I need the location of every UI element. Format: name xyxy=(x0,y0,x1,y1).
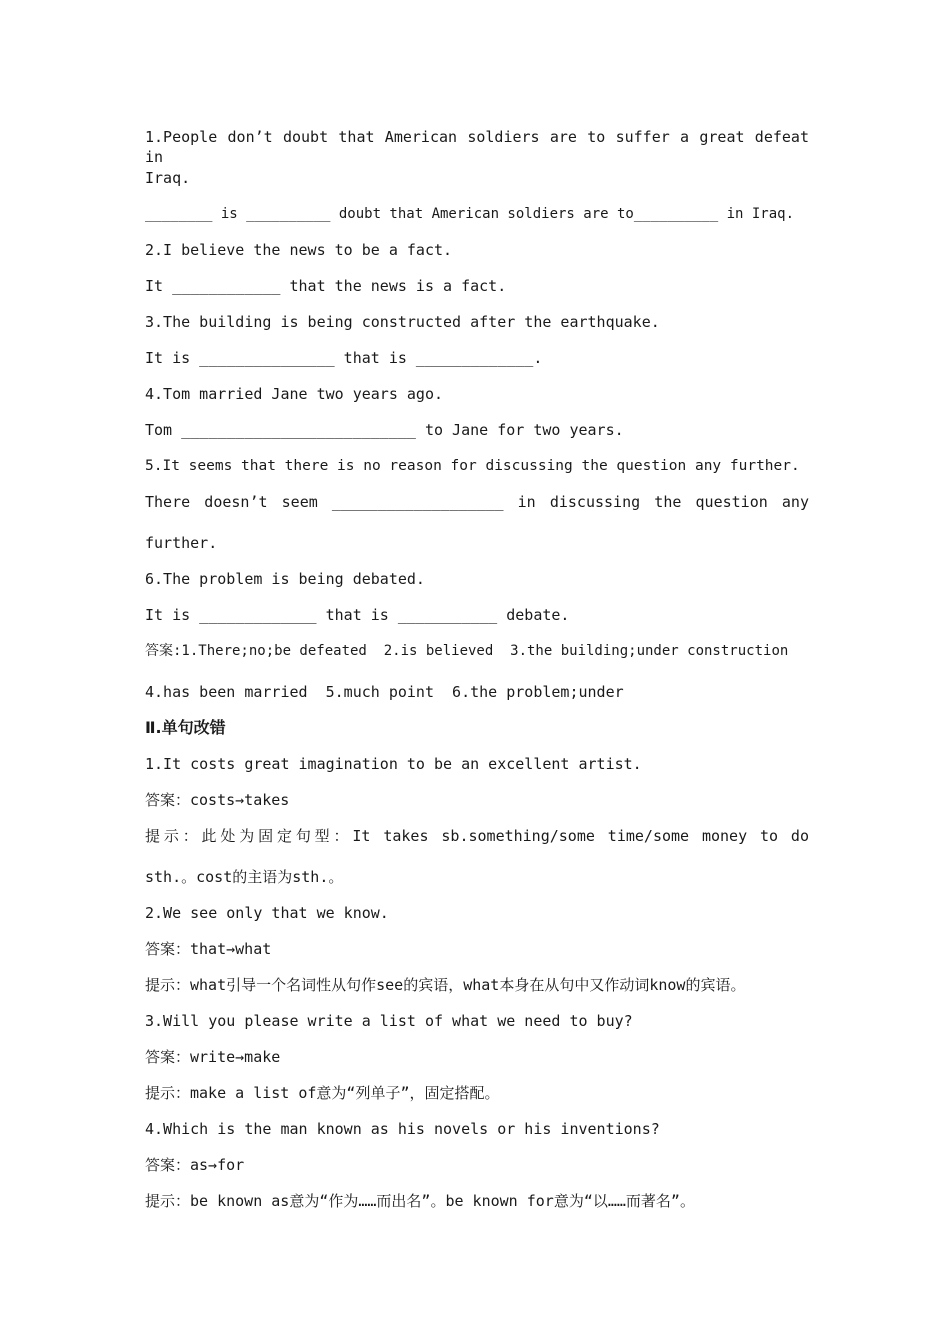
exercise-6-sentence: 6.The problem is being debated. xyxy=(145,570,425,588)
exercise-3-rewrite: It is _______________ that is _____________. xyxy=(145,349,543,367)
error-3-answer: 答案：write→make xyxy=(145,1048,281,1066)
error-2-sentence: 2.We see only that we know. xyxy=(145,904,389,922)
error-4-answer: 答案：as→for xyxy=(145,1156,245,1174)
exercise-2-rewrite: It ____________ that the news is a fact. xyxy=(145,277,507,295)
error-2-hint: 提示：what引导一个名词性从句作see的宾语，what本身在从句中又作动词know的宾语。 xyxy=(145,976,746,994)
error-1-hint-cont: sth.。cost的主语为sth.。 xyxy=(145,868,344,886)
error-1-answer: 答案：costs→takes xyxy=(145,791,290,809)
exercise-1-rewrite: ________ is __________ doubt that American soldiers are to__________ in Iraq. xyxy=(145,206,795,222)
exercise-5-rewrite: There doesn’t seem ___________________ in discussing the question any xyxy=(145,493,809,511)
error-4-hint: 提示：be known as意为“作为……而出名”。be known for意为“以……而著名”。 xyxy=(145,1192,695,1210)
exercise-5-rewrite-cont: further. xyxy=(145,534,218,552)
answers-line-1: 答案:1.There;no;be defeated 2.is believed 3.the building;under construction xyxy=(145,643,789,659)
section-heading: Ⅱ.单句改错 xyxy=(145,718,226,737)
error-4-sentence: 4.Which is the man known as his novels or his inventions? xyxy=(145,1120,660,1138)
exercise-3-sentence: 3.The building is being constructed after the earthquake. xyxy=(145,313,660,331)
error-1-hint: 提示：此处为固定句型：It takes sb.something/some time/some money to do xyxy=(145,827,809,845)
answers-line-2: 4.has been married 5.much point 6.the problem;under xyxy=(145,683,624,701)
exercise-4-rewrite: Tom __________________________ to Jane for two years. xyxy=(145,421,624,439)
exercise-2-sentence: 2.I believe the news to be a fact. xyxy=(145,241,453,259)
exercise-1-sentence: 1.People don’t doubt that American soldiers are to suffer a great defeat in xyxy=(145,128,809,166)
error-2-answer: 答案：that→what xyxy=(145,940,272,958)
exercise-5-sentence: 5.It seems that there is no reason for discussing the question any further. xyxy=(145,458,800,474)
exercise-6-rewrite: It is _____________ that is ___________ debate. xyxy=(145,606,570,624)
error-1-sentence: 1.It costs great imagination to be an excellent artist. xyxy=(145,755,642,773)
exercise-4-sentence: 4.Tom married Jane two years ago. xyxy=(145,385,444,403)
exercise-1-sentence-cont: Iraq. xyxy=(145,169,191,187)
error-3-sentence: 3.Will you please write a list of what we need to buy? xyxy=(145,1012,633,1030)
error-3-hint: 提示：make a list of意为“列单子”，固定搭配。 xyxy=(145,1084,500,1102)
